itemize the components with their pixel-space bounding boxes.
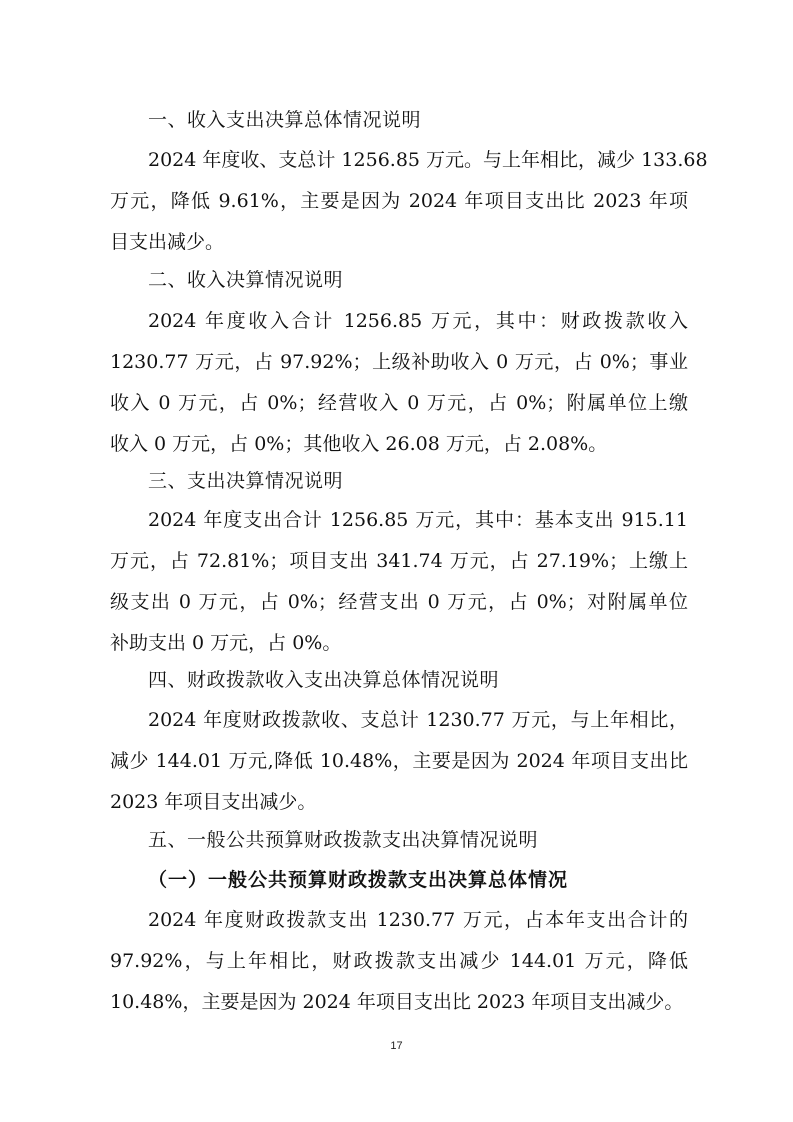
paragraph-line: 2024 年度财政拨款支出 1230.77 万元，占本年支出合计的 [148,909,688,931]
paragraph-line: 收入 0 万元，占 0%；经营收入 0 万元，占 0%；附属单位上缴 [110,392,688,414]
paragraph-line: 1230.77 万元，占 97.92%；上级补助收入 0 万元，占 0%；事业 [110,351,688,373]
section-heading-4: 四、财政拨款收入支出决算总体情况说明 [148,669,500,691]
paragraph-line: 收入 0 万元，占 0%；其他收入 26.08 万元，占 2.08%。 [110,433,608,455]
section-paragraph-1 [110,140,708,263]
section-paragraph-3 [110,500,688,664]
paragraph-line: 97.92%，与上年相比，财政拨款支出减少 144.01 万元，降低 [110,950,688,972]
paragraph-line: 2024 年度收入合计 1256.85 万元，其中：财政拨款收入 [148,310,688,332]
section-heading-1: 一、收入支出决算总体情况说明 [148,109,422,131]
paragraph-line: 2024 年度支出合计 1256.85 万元，其中：基本支出 915.11 [148,509,688,531]
section-paragraph-2 [110,301,688,465]
paragraph-line: 级支出 0 万元，占 0%；经营支出 0 万元，占 0%；对附属单位 [110,591,688,613]
section-heading-2: 二、收入决算情况说明 [148,269,344,291]
section-heading-3: 三、支出决算情况说明 [148,470,344,492]
page-number: 17 [390,1040,403,1052]
section-heading-5: 五、一般公共预算财政拨款支出决算情况说明 [148,829,539,851]
paragraph-line: 万元，占 72.81%；项目支出 341.74 万元，占 27.19%；上缴上 [110,550,688,572]
paragraph-line: 减少 144.01 万元,降低 10.48%，主要是因为 2024 年项目支出比 [110,750,688,772]
paragraph-line: 2024 年度收、支总计 1256.85 万元。与上年相比，减少 133.68 [148,149,708,171]
section-paragraph-5 [110,900,688,1023]
paragraph-line: 目支出减少。 [110,231,225,253]
paragraph-line: 10.48%，主要是因为 2024 年项目支出比 2023 年项目支出减少。 [110,991,684,1013]
paragraph-line: 2023 年项目支出减少。 [110,791,317,813]
paragraph-line: 2024 年度财政拨款收、支总计 1230.77 万元，与上年相比， [148,709,688,731]
paragraph-line: 万元，降低 9.61%，主要是因为 2024 年项目支出比 2023 年项 [110,190,688,212]
section-paragraph-4 [110,700,688,823]
paragraph-line: 补助支出 0 万元，占 0%。 [110,632,342,654]
subsection-heading: （一）一般公共预算财政拨款支出决算总体情况 [148,869,569,891]
